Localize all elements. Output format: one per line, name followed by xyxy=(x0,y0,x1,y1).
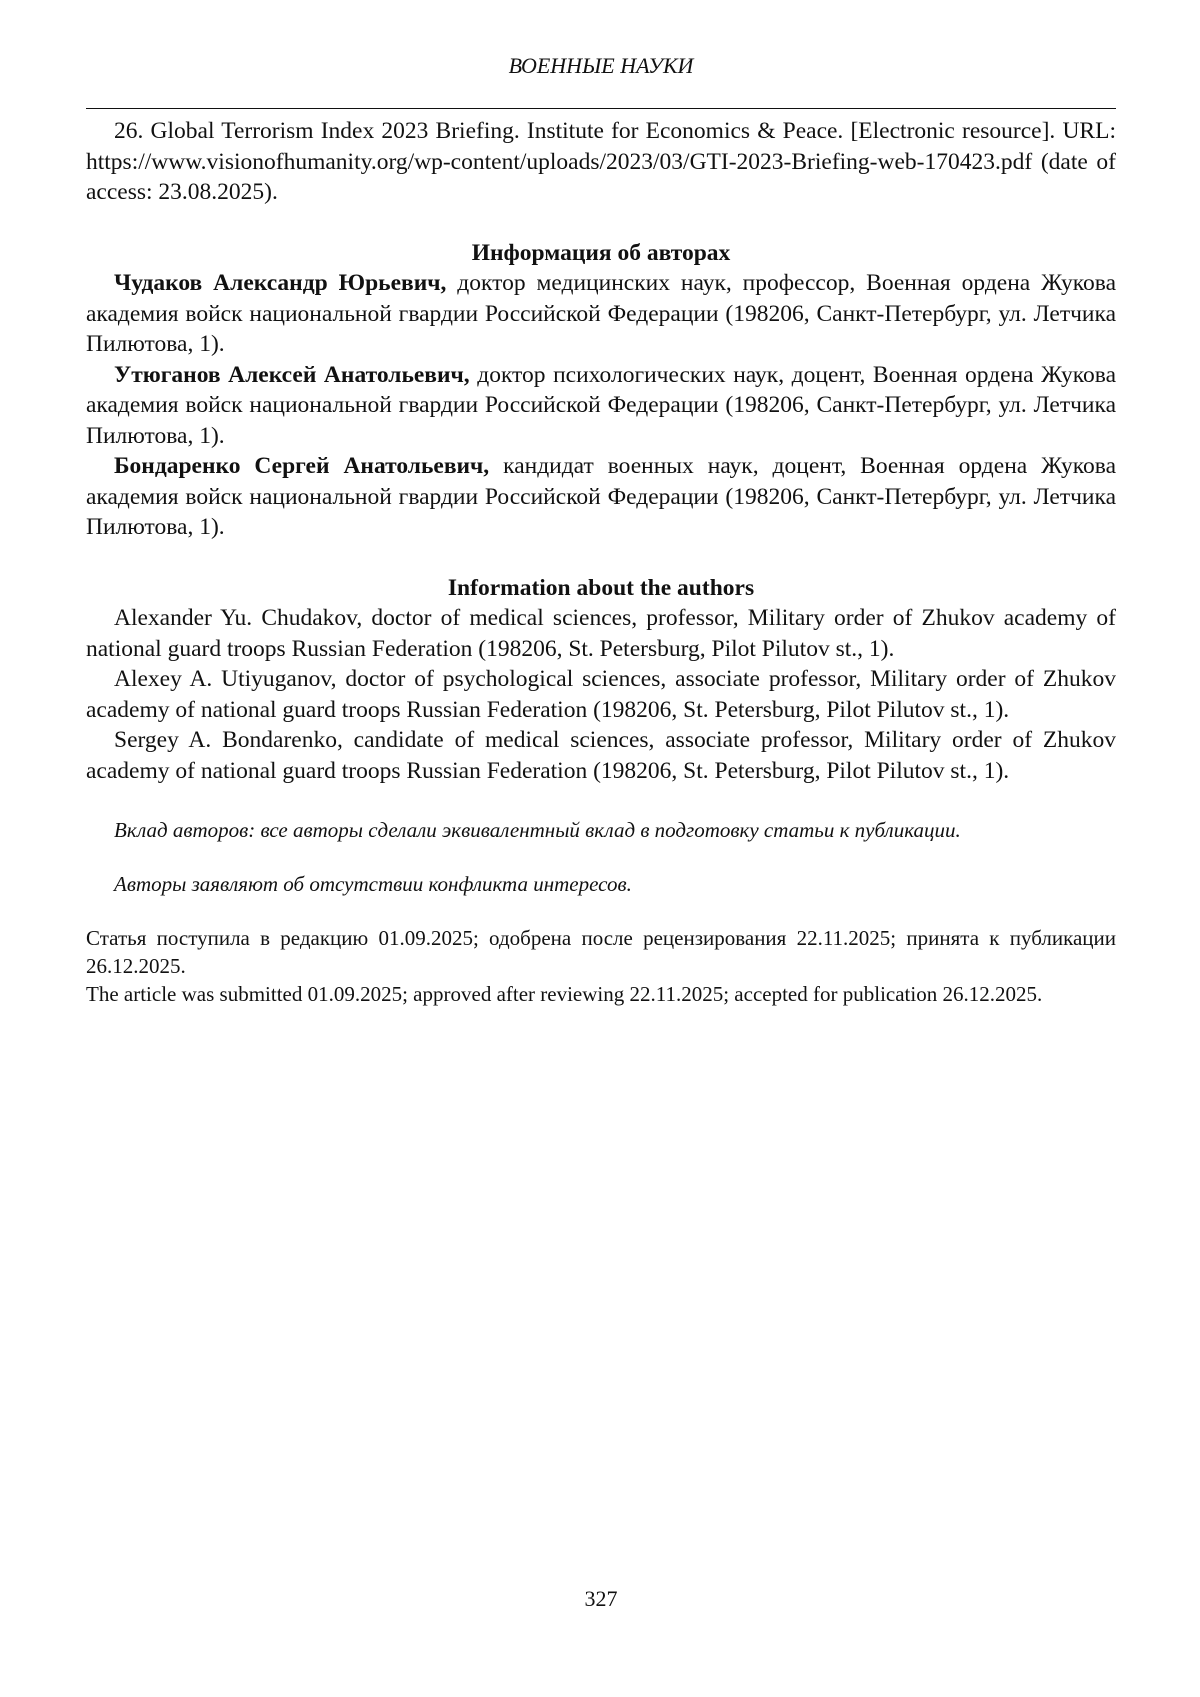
page-content xyxy=(86,116,1116,1008)
note-spacer xyxy=(86,844,1116,870)
contribution-note: Вклад авторов: все авторы сделали эквивалентный вклад в подготовку статьи к публикации. xyxy=(114,818,961,842)
header-divider xyxy=(86,108,1116,109)
author-en-entry: Alexey A. Utiyuganov, doctor of psychological sciences, associate professor, Military order of Zhukov academy of national guard troops Russian Federation (198206, St. Petersburg, Pilot Pilutov st., 1). xyxy=(86,666,1116,723)
author-name: Утюганов Алексей Анатольевич, xyxy=(114,361,470,388)
author-details: кандидат военных наук, доцент, Военная ордена Жукова академия войск национальной гвардии Российской Федерации (198206, Санкт-Петербург, ул. Летчика Пилютова, 1). xyxy=(86,453,1116,540)
author-name: Чудаков Александр Юрьевич, xyxy=(114,270,447,296)
author-name: Бондаренко Сергей Анатольевич, xyxy=(114,453,490,479)
section-spacer xyxy=(86,543,1116,573)
author-ru-entry xyxy=(86,451,1116,543)
conflict-note: Авторы заявляют об отсутствии конфликта интересов. xyxy=(114,872,632,896)
dates-en: The article was submitted 01.09.2025; approved after reviewing 22.11.2025; accepted for publication 26.12.2025. xyxy=(86,982,1043,1006)
page-number: 327 xyxy=(584,1586,618,1611)
author-en-entry: Alexander Yu. Chudakov, doctor of medical sciences, professor, Military order of Zhukov academy of national guard troops Russian Federation (198206, St. Petersburg, Pilot Pilutov st., 1). xyxy=(86,605,1116,662)
section-spacer xyxy=(86,786,1116,816)
author-ru-entry xyxy=(86,268,1116,360)
authors-en-heading: Information about the authors xyxy=(447,574,755,601)
section-spacer xyxy=(86,208,1116,238)
running-title: ВОЕННЫЕ НАУКИ xyxy=(508,53,694,78)
note-spacer xyxy=(86,898,1116,924)
author-en-entry: Sergey A. Bondarenko, candidate of medical sciences, associate professor, Military order of Zhukov academy of national guard troops Russian Federation (198206, St. Petersburg, Pilot Pilutov st., 1). xyxy=(86,727,1116,784)
author-details: доктор медицинских наук, профессор, Военная ордена Жукова академия войск национальной гвардии Российской Федерации (198206, Санкт-Петербург, ул. Летчика Пилютова, 1). xyxy=(86,270,1117,357)
author-ru-entry xyxy=(86,360,1116,452)
dates-ru: Статья поступила в редакцию 01.09.2025; одобрена после рецензирования 22.11.2025; принята к публикации 26.12.2025. xyxy=(86,926,1116,978)
author-details: доктор психологических наук, доцент, Военная ордена Жукова академия войск национальной гвардии Российской Федерации (198206, Санкт-Петербург, ул. Летчика Пилютова, 1). xyxy=(86,361,1116,449)
authors-ru-heading: Информация об авторах xyxy=(471,239,731,266)
reference-item: 26. Global Terrorism Index 2023 Briefing. Institute for Economics & Peace. [Electronic resource]. URL: https://www.visionofhumanity.org/wp-content/uploads/2023/03/GTI-2023-Briefing-web-170423.pdf (date of access: 23.08.2025). xyxy=(86,118,1116,205)
